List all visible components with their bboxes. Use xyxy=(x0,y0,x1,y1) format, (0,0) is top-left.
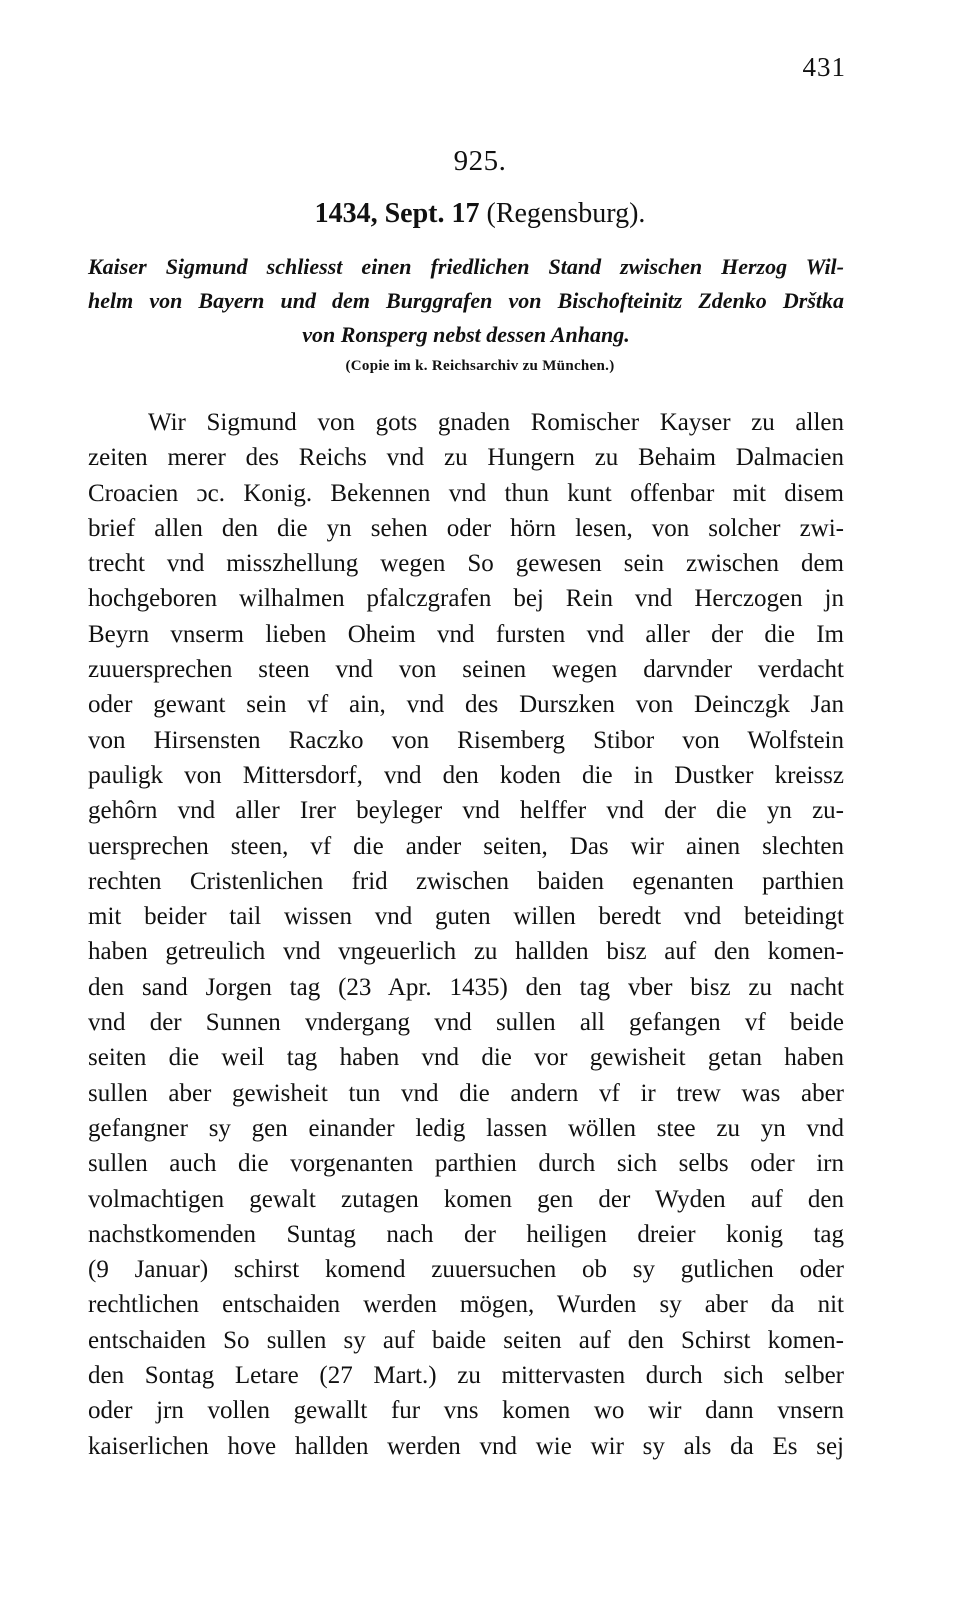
body-line: hochgeboren wilhalmen pfalczgrafen bej Rein vnd Herczogen jn xyxy=(88,585,844,613)
regest-line: Kaiser Sigmund schliesst einen friedlichen Stand zwischen Herzog Wil- xyxy=(88,254,844,279)
body-line: sullen auch die vorgenanten parthien durch sich selbs oder irn xyxy=(88,1150,844,1178)
body-line: gehôrn vnd aller Irer beyleger vnd helffer vnd der die yn zu- xyxy=(88,797,844,825)
body-line: rechten Cristenlichen frid zwischen baiden egenanten parthien xyxy=(88,867,844,895)
regest-line: helm von Bayern und dem Burggrafen von Bischofteinitz Zdenko Drštka xyxy=(88,288,844,313)
body-line: trecht vnd misszhellung wegen So gewesen sein zwischen dem xyxy=(88,550,844,578)
body-line: Wir Sigmund von gots gnaden Romischer Kayser zu allen xyxy=(148,409,844,436)
body-line: pauligk von Mittersdorf, vnd den koden die in Dustker kreissz xyxy=(88,761,844,789)
body-line: oder gewant sein vf ain, vnd des Durszken von Deinczgk Jan xyxy=(88,691,844,719)
regest-summary xyxy=(88,250,844,352)
body-line: mit beider tail wissen vnd guten willen beredt vnd beteidingt xyxy=(88,903,844,931)
body-line: brief allen den die yn sehen oder hörn lesen, von solcher zwi- xyxy=(88,514,844,542)
document-date: 1434, Sept. 17 xyxy=(314,198,480,229)
regest-line: von Ronsperg nebst dessen Anhang. xyxy=(302,322,630,347)
body-line: gefangner sy gen einander ledig lassen wöllen stee zu yn vnd xyxy=(88,1114,844,1142)
body-line: oder jrn vollen gewallt fur vns komen wo wir dann vnsern xyxy=(88,1397,844,1425)
page-number: 431 xyxy=(802,52,846,82)
body-line: rechtlichen entschaiden werden mögen, Wurden sy aber da nit xyxy=(88,1291,844,1319)
body-line: entschaiden So sullen sy auf baide seiten auf den Schirst komen- xyxy=(88,1326,844,1354)
document-body-text xyxy=(88,405,844,1464)
body-line: nachstkomenden Suntag nach der heiligen dreier konig tag xyxy=(88,1220,844,1248)
body-line: den Sontag Letare (27 Mart.) zu mittervasten durch sich selber xyxy=(88,1362,844,1390)
body-line: zuuersprechen steen vnd von seinen wegen darvnder verdacht xyxy=(88,656,844,684)
body-line: haben getreulich vnd vngeuerlich zu hallden bisz auf den komen- xyxy=(88,938,844,966)
body-line: seiten die weil tag haben vnd die vor gewisheit getan haben xyxy=(88,1044,844,1072)
source-note: (Copie im k. Reichsarchiv zu München.) xyxy=(345,358,615,374)
body-line: (9 Januar) schirst komend zuuersuchen ob sy gutlichen oder xyxy=(88,1256,844,1284)
body-line: Croacien ɔc. Konig. Bekennen vnd thun kunt offenbar mit disem xyxy=(88,479,844,507)
body-line: Beyrn vnserm lieben Oheim vnd fursten vnd aller der die Im xyxy=(88,620,844,648)
body-line: sullen aber gewisheit tun vnd die andern vf ir trew was aber xyxy=(88,1079,844,1107)
body-line: vnd der Sunnen vndergang vnd sullen all gefangen vf beide xyxy=(88,1009,844,1037)
body-line: volmachtigen gewalt zutagen komen gen der Wyden auf den xyxy=(88,1185,844,1213)
document-place: (Regensburg). xyxy=(486,198,646,229)
body-line: kaiserlichen hove hallden werden vnd wie wir sy als da Es sej xyxy=(88,1432,844,1460)
body-line: den sand Jorgen tag (23 Apr. 1435) den tag vber bisz zu nacht xyxy=(88,973,844,1001)
body-line: uersprechen steen, vf die ander seiten, Das wir ainen slechten xyxy=(88,832,844,860)
date-line xyxy=(0,198,960,230)
document-number: 925. xyxy=(453,145,507,177)
body-line: von Hirsensten Raczko von Risemberg Stibor von Wolfstein xyxy=(88,726,844,754)
body-line: zeiten merer des Reichs vnd zu Hungern zu Behaim Dalmacien xyxy=(88,444,844,472)
